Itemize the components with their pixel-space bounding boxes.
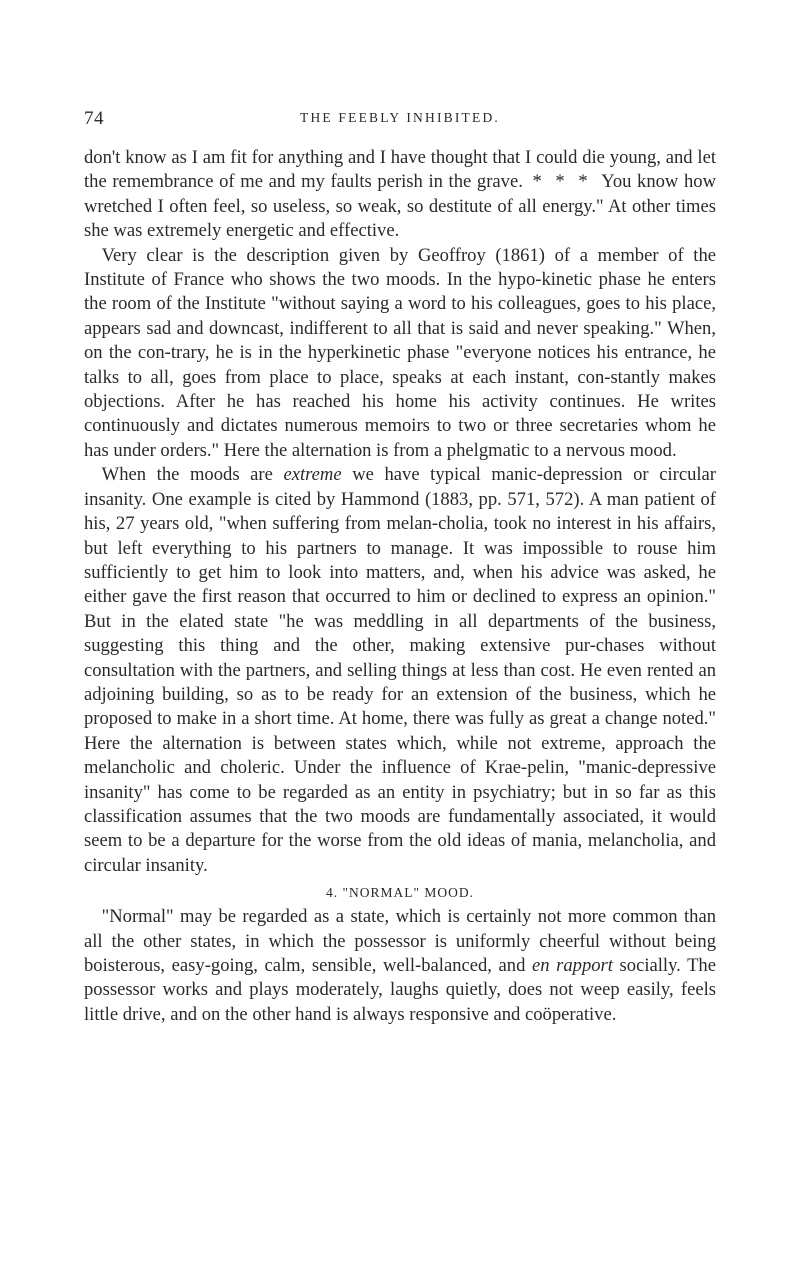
paragraph-normal-mood bbox=[84, 905, 716, 1027]
paragraph-geoffroy: Very clear is the description given by Geoffroy (1861) of a member of the Institute of France who shows the two moods. In the hypo-kinetic phase he enters the room of the Institute "without saying a word to his colleagues, goes to his place, appears sad and downcast, indifferent to all that is said and never speaking." When, on the con-trary, he is in the hyperkinetic phase "everyone notices his entrance, he talks to all, goes from place to place, speaks at each instant, con-stantly makes objections. After he has reached his home his activity continues. He writes continuously and dictates numerous memoirs to two or three secretaries whom he has under orders." Here the alternation is from a phelgmatic to a nervous mood. bbox=[84, 244, 716, 461]
ellipsis-stars: * * * bbox=[522, 171, 602, 193]
paragraph-4-emphasis: en rapport bbox=[531, 955, 613, 976]
running-head bbox=[84, 108, 716, 132]
paragraph-3-text-a: When the moods are bbox=[101, 464, 284, 486]
paragraph-4-text-a: "Normal" may be regarded as a state, which is certainly not more common than all the other states, in which the possessor is uniformly cheerful without being boisterous, easy-going, calm, sensible, well-balanced, and bbox=[84, 906, 716, 976]
body-text bbox=[84, 146, 716, 1027]
running-title: THE FEEBLY INHIBITED. bbox=[300, 110, 500, 125]
paragraph-3-text-b: we have typical manic-depression or circular insanity. One example is cited by Hammond (1883, pp. 571, 572). A man patient of his, 27 years old, "when suffering from melan-cholia, took no interest in his affairs, but left everything to his partners to manage. It was impossible to rouse him sufficiently to get him to look into matters, and, when his advice was asked, he either gave the first reason that occurred to him or declined to express an opinion." But in the elated state "he was meddling in all departments of the business, suggesting this thing and the other, making extensive pur-chases without consultation with the partners, and selling things at less than cost. He even rented an adjoining building, so as to be ready for an extension of the business, which he proposed to make in a short time. At home, there was fully as great a change noted." Here the alternation is between states which, while not extreme, approach the melancholic and choleric. Under the influence of Krae-pelin, "manic-depressive insanity" has come to be regarded as an entity in psychiatry; but in so far as this classification assumes that the two moods are fundamentally associated, it would seem to be a departure for the worse from the old ideas of mania, melancholia, and circular insanity. bbox=[84, 464, 716, 876]
paragraph-4-text-b: socially. The possessor works and plays moderately, laughs quietly, does not weep easily, feels little drive, and on the other hand is always responsive and coöperative. bbox=[84, 955, 716, 1025]
section-heading: 4. "NORMAL" MOOD. bbox=[325, 885, 475, 901]
paragraph-extreme-moods bbox=[84, 463, 716, 878]
paragraph-1-text-a: don't know as I am fit for anything and I have thought that I could die young, and let the remembrance of me and my faults perish in the grave. bbox=[84, 147, 716, 193]
page-number: 74 bbox=[84, 108, 104, 129]
paragraph-1-text-b: You know how wretched I often feel, so useless, so weak, so destitute of all energy." At other times she was extremely energetic and effective. bbox=[84, 171, 717, 242]
paragraph-continuation bbox=[84, 146, 716, 244]
paragraph-3-emphasis: extreme bbox=[283, 464, 342, 486]
